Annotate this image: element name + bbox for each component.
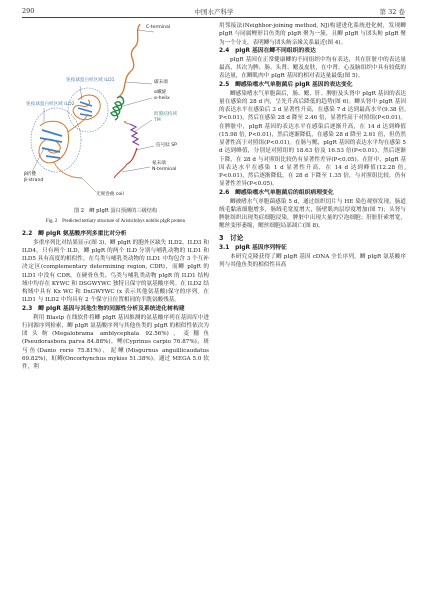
label-signal-peptide: 信号肽 SP — [156, 143, 177, 148]
right-column — [219, 22, 406, 269]
section-2-2-title: 2.2 鲫 pIgR 氨基酸序列多重比对分析 — [22, 230, 127, 237]
tm-connector — [124, 121, 130, 124]
label-alpha-helix-cn: α螺旋 — [154, 90, 167, 95]
label-coil: 无规卷曲 coil — [96, 192, 124, 197]
label-ild1: 免疫球蛋白样区域 ILD1 — [66, 78, 115, 83]
continued-paragraph: 用邻接法(Neighbor-joining method, NJ)构建进化系统进化树，发现鲫 pIgR 与同属鲤形目鱼类的 pIgR 聚为一簇，且鲫 pIgR 与团头鲂 pIgR 聚为一个分支，表明鲫与团头鲂亲缘关系最近(图 4)。 — [219, 23, 406, 46]
protein-structure-illustration — [22, 22, 209, 207]
label-n-terminal-en: N-terminal — [152, 167, 177, 172]
n-terminal-coil — [114, 164, 127, 178]
page-header-number: 290 — [22, 7, 35, 15]
section-3-1-paragraph: 本研究克隆获得了鲫 pIgR 基因 cDNA 全长序列，鲫 pIgR 氨基酸序列与其他鱼类的相似性具高 — [219, 253, 406, 268]
left-column — [22, 22, 209, 371]
header-rule — [22, 17, 405, 18]
figure-caption-en: Fig. 2 Predicted tertiary structure of Aristichthys nobilis pIgR protein — [45, 219, 186, 224]
protein-structure-figure — [22, 22, 209, 207]
section-2-2-paragraph: 多重序列比对结果显示(图 3)，鲫 pIgR 的胞外区缺失 ILD2、ILD3 和 ILD4，只有两个 ILD，鲫 pIgR 的两个 ILD 分别与哺乳动物的 ILD1 和 ILD5 具有高度的相似性。在鸟类与哺乳类动物的 ILD1 中均包含 3 个互补决定区(complementary determining region, CDR)，而鲫 pIgR 的 ILD1 中没有 CDR。在硬骨鱼类、鸟类与哺乳类动物 pIgR 的 ILD1 结构域中均存在 KYWC 和 DSGWYWC 独特且保守的氨基酸序列。在 ILD2 结构域中具有 Kx WC 和 DxGWYWC (x 表示其他氨基酸)保守的序列。在 ILD1 与 ILD2 中均具有 2 个保守且位置相同的半胱氨酸残基。 — [22, 239, 209, 304]
section-2-4-paragraph: pIgR 基因在正常健康鲫的不同组织中均有表达，其在肝脏中的表达量最高，其次为脾、肠、头肾、鳃及皮肤，在中肾、心及脑组织中具有较低的表达量，在鲫肌肉中 pIgR 基因的相对表达量最低(图 5)。 — [219, 56, 406, 80]
label-alpha-helix-en: α-helix — [154, 96, 170, 101]
c-terminal-coil — [117, 24, 140, 98]
page-header-journal: 中国水产科学 — [194, 8, 234, 16]
label-beta-strand-cn: β折叠 — [24, 172, 37, 177]
tm-helix — [130, 124, 139, 145]
section-2-6-title: 2.6 鲫感染嗜水气单胞菌后的组织病理变化 — [219, 189, 334, 196]
section-2-4-title: 2.4 pIgR 基因在鲫不同组织的表达 — [219, 47, 316, 54]
signal-peptide — [127, 148, 137, 164]
ild1-strands — [78, 102, 92, 116]
section-2-3-paragraph: 利用 Blastp 在线软件将鲫 pIgR 基因推测的氨基酸序列在基因库中进行同源序列检索，鲫 pIgR 氨基酸序列与其他鱼类的 pIgR 的相似性依次为团头鲂(Megalobrama amblycephala 92.56%)，麦穗鱼(Pseudorasbora parva 84.88%)，鲤(Cyprinus carpio 76.87%)，斑马鱼(Danio rerio 75.81%)，泥鳅(Misgurnus anguillicaudatus 69.82%)，虹鳟(Oncorhynchus mykiss 51.38%)。通过 MEGA 5.0 软件，利 — [22, 314, 209, 370]
bottom-coil — [54, 162, 82, 178]
section-2-5-paragraph: 鲫感染嗜水气单胞菌后，肠、鳃、肝、脾脏及头肾中 pIgR 基因的表达量在感染的 28 d 内，呈先升高后降低的趋势(图 6)。鲫头肾中 pIgR 基因的表达水平在感染后 3 d 显著性升高，在感染 7 d 达到最高水平(9.38 倍, P<0.01)，然后在感染 28 d 降至 2.46 倍，显著性高于对照组(P<0.01)。在脾脏中，pIgR 基因的表达水平在感染后逐渐升高，在 14 d 达到峰值(15.98 倍, P<0.01)，然后逐渐降低，在感染 28 d 降至 2.61 倍，但仍然显著性高于对照组(P<0.01)。在肠与鳃，pIgR 基因的表达水平均在感染 5 d 达到峰值，分别是对照组的 18.63 倍及 16.53 倍(P<0.01)，然后逐渐下降，在 28 d 与对照组比较仍有显著性差异(P<0.05)。在肝中，pIgR 基因表达水平在感染 1 d 显著性升高，在 14 d 达到峰值(12.28 倍, P<0.01)，然后逐渐降低，在 28 d 下降至 1.35 倍，与对照组比较，仍有显著性差异(P<0.05)。 — [219, 90, 406, 188]
label-tm-en: TM — [154, 118, 161, 123]
figure-caption-cn: 图 2 鲫 pIgR 蛋白预测的三级结构 — [73, 208, 158, 214]
section-3-1-title: 3.1 pIgR 基因序列特征 — [219, 244, 287, 251]
page-header-volume: 第 32 卷 — [379, 8, 405, 16]
section-2-3-title: 2.3 鲫 pIgR 基因与其他生物的同源性分析及系统进化树构建 — [22, 305, 185, 312]
section-2-6-paragraph: 鲫被嗜水气单胞菌感染 5 d，通过组织切片与 HE 染色观察发现，肠道绒毛黏液细胞增多，肠绒毛宽度增大，肠壁肌肉层厚度增加(图 7)；头肾与脾脏组织出现类症细胞浸染，脾脏中出现大量的空泡细胞；肝脏肝索增宽，鳃丝变形萎缩，鳃丝细胞局部凋亡(图 8)。 — [219, 198, 406, 230]
label-carbon-terminal: 碳末端 — [154, 80, 168, 85]
label-tm-cn: 跨膜结构域 — [154, 112, 177, 117]
label-n-terminal-cn: 氨末端 — [152, 161, 166, 166]
label-beta-strand-en: β-strand — [24, 178, 44, 183]
section-3-title: 3 讨论 — [219, 233, 244, 242]
alpha-helix — [111, 97, 124, 120]
label-ild2: 免疫球蛋白样区域 ILD2 — [26, 102, 75, 107]
section-2-5-title: 2.5 鲫感染嗜水气单胞菌后 pIgR 基因的表达变化 — [219, 81, 353, 88]
label-c-terminal: C-terminal — [146, 25, 171, 30]
